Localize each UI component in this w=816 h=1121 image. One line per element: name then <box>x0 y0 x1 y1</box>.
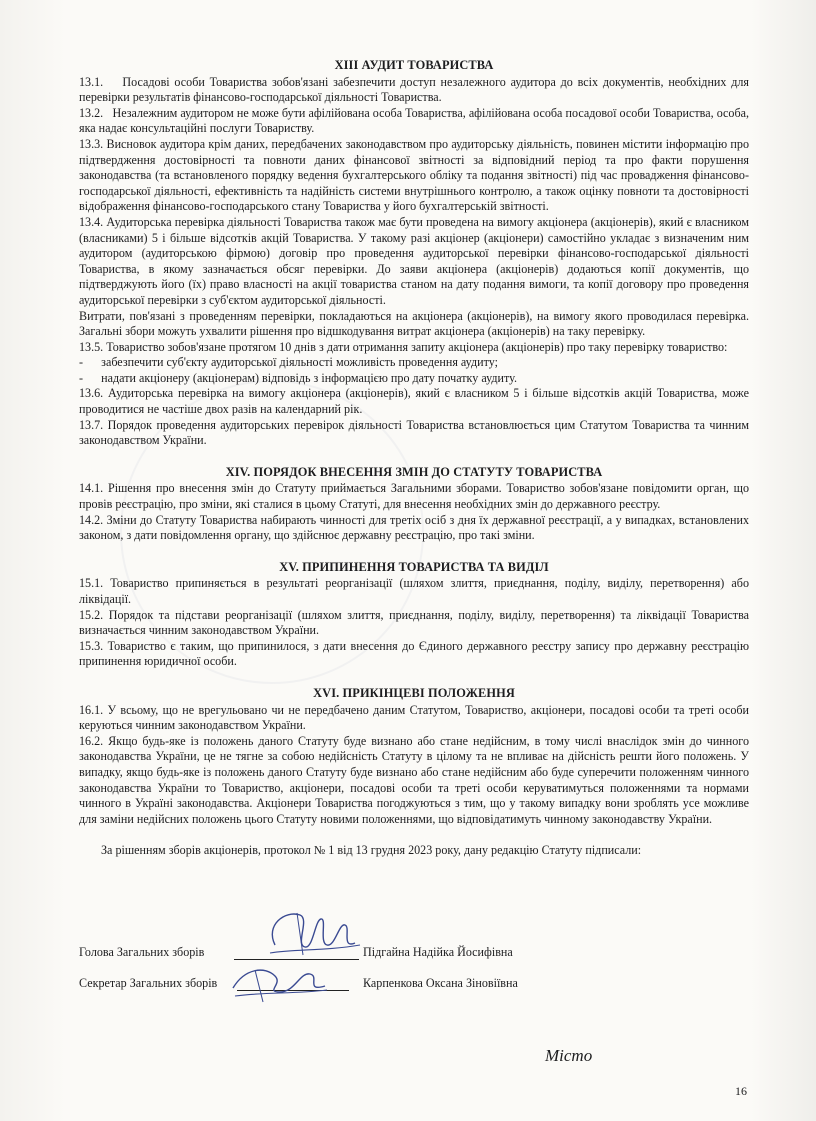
chair-role: Голова Загальних зборів <box>79 945 205 959</box>
clause-16-2: 16.2. Якщо будь-яке із положень даного Статуту буде визнано або стане недійсним, в тому числі внаслідок змін до чинного законодавства України, це не тягне за собою недійсність Статуту в цілому та не впливає на дійсність решти його положень. У випадку, якщо будь-яке із положень даного Статуту буде визнано або стане недійсним або буде суперечити положенням чинного законодавства України то Товариство, акціонери, посадові особи та треті особи керуватимуться положеннями та нормами чинного в Україні законодавства. Акціонери Товариства погоджуються з тим, що у такому випадку вони зроблять усе можливе для заміни недійсних положень цього Статуту новими положеннями, що відповідатимуть чинному законодавству України. <box>79 733 749 826</box>
clause-13-1: 13.1. Посадові особи Товариства зобов'язані забезпечити доступ незалежного аудитора до всіх документів, необхідних для перевірки результатів фінансово-господарської діяльності Товариства. <box>79 74 749 105</box>
page-number: 16 <box>735 1084 747 1098</box>
list-item: - надати акціонеру (акціонерам) відповідь з інформацією про дату початку аудиту. <box>79 370 517 385</box>
document-body <box>79 58 749 859</box>
clause-13-5: 13.5. Товариство зобов'язане протягом 10 днів з дати отримання запиту акціонера (акціонерів) про таку перевірку товариство: <box>79 339 728 354</box>
clause-13-3: 13.3. Висновок аудитора крім даних, передбачених законодавством про аудиторську діяльність, повинен містити інформацію про підтвердження достовірності та повноти даних фінансової звітності за відповідний період та про факти порушення законодавства (та встановленого порядку ведення бухгалтерського обліку та подання звітності) під час провадження фінансово-господарської діяльності, ефективність та надійність системи внутрішнього контролю, а також оцінку повноти та достовірності відображення фінансово-господарського стану Товариства у його бухгалтерській звітності. <box>79 136 749 214</box>
clause-15-2: 15.2. Порядок та підстави реорганізації (шляхом злиття, приєднання, поділу, виділу, перетворення) та ліквідації Товариства визначається чинним законодавством України. <box>79 607 749 638</box>
secretary-signature <box>225 958 335 1008</box>
section-title-final: XVI. ПРИКІНЦЕВІ ПОЛОЖЕННЯ <box>313 685 515 700</box>
clause-15-1: 15.1. Товариство припиняється в результаті реорганізації (шляхом злиття, приєднання, поділу, виділу, перетворення) або ліквідації. <box>79 576 749 606</box>
secretary-name: Карпенкова Оксана Зіновіївна <box>363 976 518 990</box>
handwritten-city: Місто <box>545 1046 593 1065</box>
clause-16-1: 16.1. У всьому, що не врегульовано чи не передбачено даним Статутом, Товариство, акціонери, посадові особи та треті особи керуються чинним законодавством України. <box>79 702 749 733</box>
chair-signature <box>255 905 365 965</box>
list-item: - забезпечити суб'єкту аудиторської діяльності можливість проведення аудиту; <box>79 355 498 370</box>
clause-13-4: 13.4. Аудиторська перевірка діяльності Товариства також має бути проведена на вимогу акціонера (акціонерів), який є власником (власниками) 5 і більше відсотків акцій Товариства. У такому разі акціонер (акціонери) самостійно укладає з визначеним ним аудитором (аудиторською фірмою) договір про проведення аудиторської перевірки фінансово-господарської діяльності Товариства, в якому зазначається обсяг перевірки. До заяви акціонера (акціонерів) додаються копії документів, що підтверджують його (їх) право власності на акції товариства станом на дату подання вимоги, та копії договору про проведення аудиторської перевірки з суб'єктом аудиторської діяльності. <box>79 214 749 307</box>
section-title-termination: XV. ПРИПИНЕННЯ ТОВАРИСТВА ТА ВИДІЛ <box>279 559 549 574</box>
secretary-role: Секретар Загальних зборів <box>79 976 218 990</box>
section-title-amendments: XIV. ПОРЯДОК ВНЕСЕННЯ ЗМІН ДО СТАТУТУ ТОВАРИСТВА <box>225 464 603 479</box>
clause-14-1: 14.1. Рішення про внесення змін до Статуту приймається Загальними зборами. Товариство зобов'язане повідомити орган, що провів реєстрацію, про зміни, які сталися в цьому Статуті, для внесення необхідних змін до державного реєстру. <box>79 481 749 512</box>
clause-15-3: 15.3. Товариство є таким, що припинилося, з дати внесення до Єдиного державного реєстру запису про державну реєстрацію припинення юридичної особи. <box>79 638 749 669</box>
clause-13-7: 13.7. Порядок проведення аудиторських перевірок діяльності Товариства встановлюється цим Статутом Товариства та чинним законодавством України. <box>79 417 749 448</box>
signature-intro: За рішенням зборів акціонерів, протокол № 1 від 13 грудня 2023 року, дану редакцію Статуту підписали: <box>101 843 642 858</box>
clause-13-2: 13.2. Незалежним аудитором не може бути афілійована особа Товариства, афілійована особа посадової особи Товариства, особа, яка надає консультаційні послуги Товариству. <box>79 105 749 136</box>
chair-name: Підгайна Надійка Йосифівна <box>363 945 513 959</box>
clause-13-6: 13.6. Аудиторська перевірка на вимогу акціонера (акціонерів), який є власником 5 і більше відсотків акцій Товариства, може проводитися не частіше двох разів на календарний рік. <box>79 386 749 417</box>
clause-14-2: 14.2. Зміни до Статуту Товариства набирають чинності для третіх осіб з дня їх державної реєстрації, а у випадках, встановлених законом, з дати повідомлення органу, що здійснює державну реєстрацію, про такі зміни. <box>79 512 749 543</box>
clause-13-4-costs: Витрати, пов'язані з проведенням перевірки, покладаються на акціонера (акціонерів), на вимогу якого проводилася перевірка. Загальні збори можуть ухвалити рішення про відшкодування витрат акціонера (акціонерів) на таку перевірку. <box>79 308 749 339</box>
section-title-audit: XIII АУДИТ ТОВАРИСТВА <box>334 58 494 72</box>
